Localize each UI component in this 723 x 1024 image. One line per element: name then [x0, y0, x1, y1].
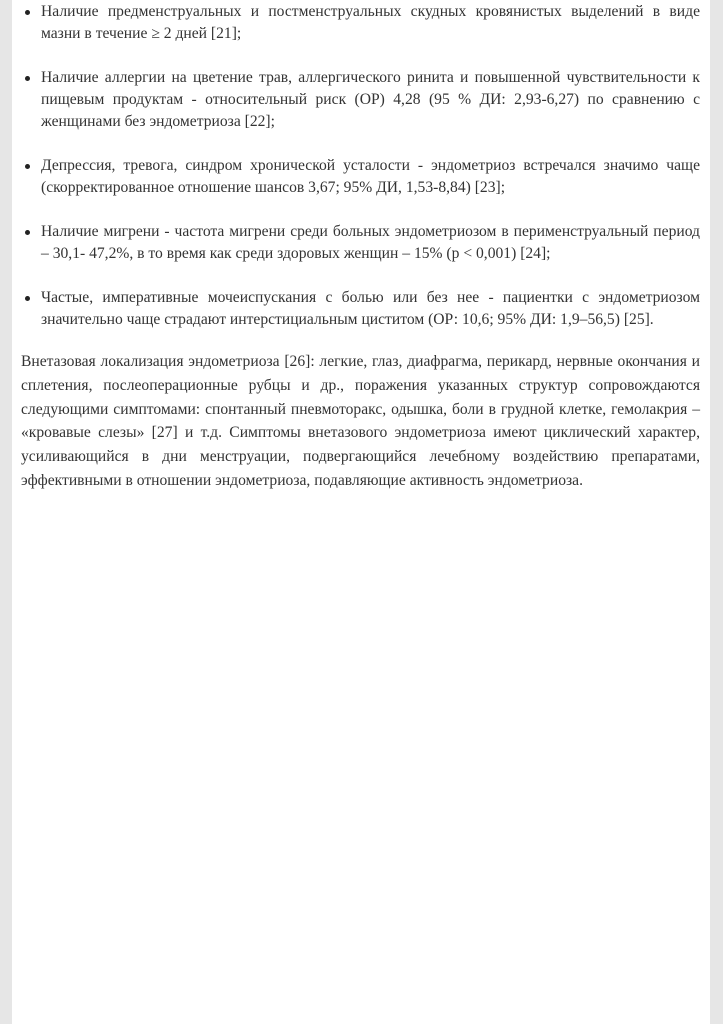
- list-item-text: Депрессия, тревога, синдром хронической усталости - эндометриоз встречался значимо чаще (скорректированное отношение шансов 3,67; 95% ДИ, 1,53-8,84) [23];: [41, 157, 700, 196]
- list-item-text: Частые, императивные мочеиспускания с болью или без нее - пациентки с эндометриозом значительно чаще страдают интерстициальным циститом (ОР: 10,6; 95% ДИ: 1,9–56,5) [25].: [41, 289, 700, 328]
- document-page: [12, 0, 710, 1024]
- bullet-icon: [25, 164, 30, 169]
- extrapelvic-paragraph: Внетазовая локализация эндометриоза [26]: легкие, глаз, диафрагма, перикард, нервные окончания и сплетения, послеоперационные рубцы и др., поражения указанных структур сопровождаются следующими симптомами: спонтанный пневмоторакс, одышка, боли в грудной клетке, гемолакрия – «кровавые слезы» [27] и т.д. Симптомы внетазового эндометриоза имеют циклический характер, усиливающийся в дни менструации, подвергающийся лечебному воздействию препаратами, эффективными в отношении эндометриоза, подавляющие активность эндометриоза.: [21, 353, 700, 489]
- list-item-text: Наличие предменструальных и постменструальных скудных кровянистых выделений в виде мазни в течение ≥ 2 дней [21];: [41, 3, 700, 42]
- symptom-list: [21, 1, 700, 331]
- list-item: [21, 287, 700, 331]
- bullet-icon: [25, 76, 30, 81]
- list-item: [21, 221, 700, 265]
- bullet-icon: [25, 10, 30, 15]
- document-body: [21, 0, 700, 493]
- list-item: [21, 155, 700, 199]
- bullet-icon: [25, 296, 30, 301]
- list-item-text: Наличие аллергии на цветение трав, аллергического ринита и повышенной чувствительности к пищевым продуктам - относительный риск (ОР) 4,28 (95 % ДИ: 2,93-6,27) по сравнению с женщинами без эндометриоза [22];: [41, 69, 700, 130]
- list-item: [21, 1, 700, 45]
- list-item: [21, 67, 700, 133]
- bullet-icon: [25, 230, 30, 235]
- list-item-text: Наличие мигрени - частота мигрени среди больных эндометриозом в перименструальный период – 30,1- 47,2%, в то время как среди здоровых женщин – 15% (p < 0,001) [24];: [41, 223, 700, 262]
